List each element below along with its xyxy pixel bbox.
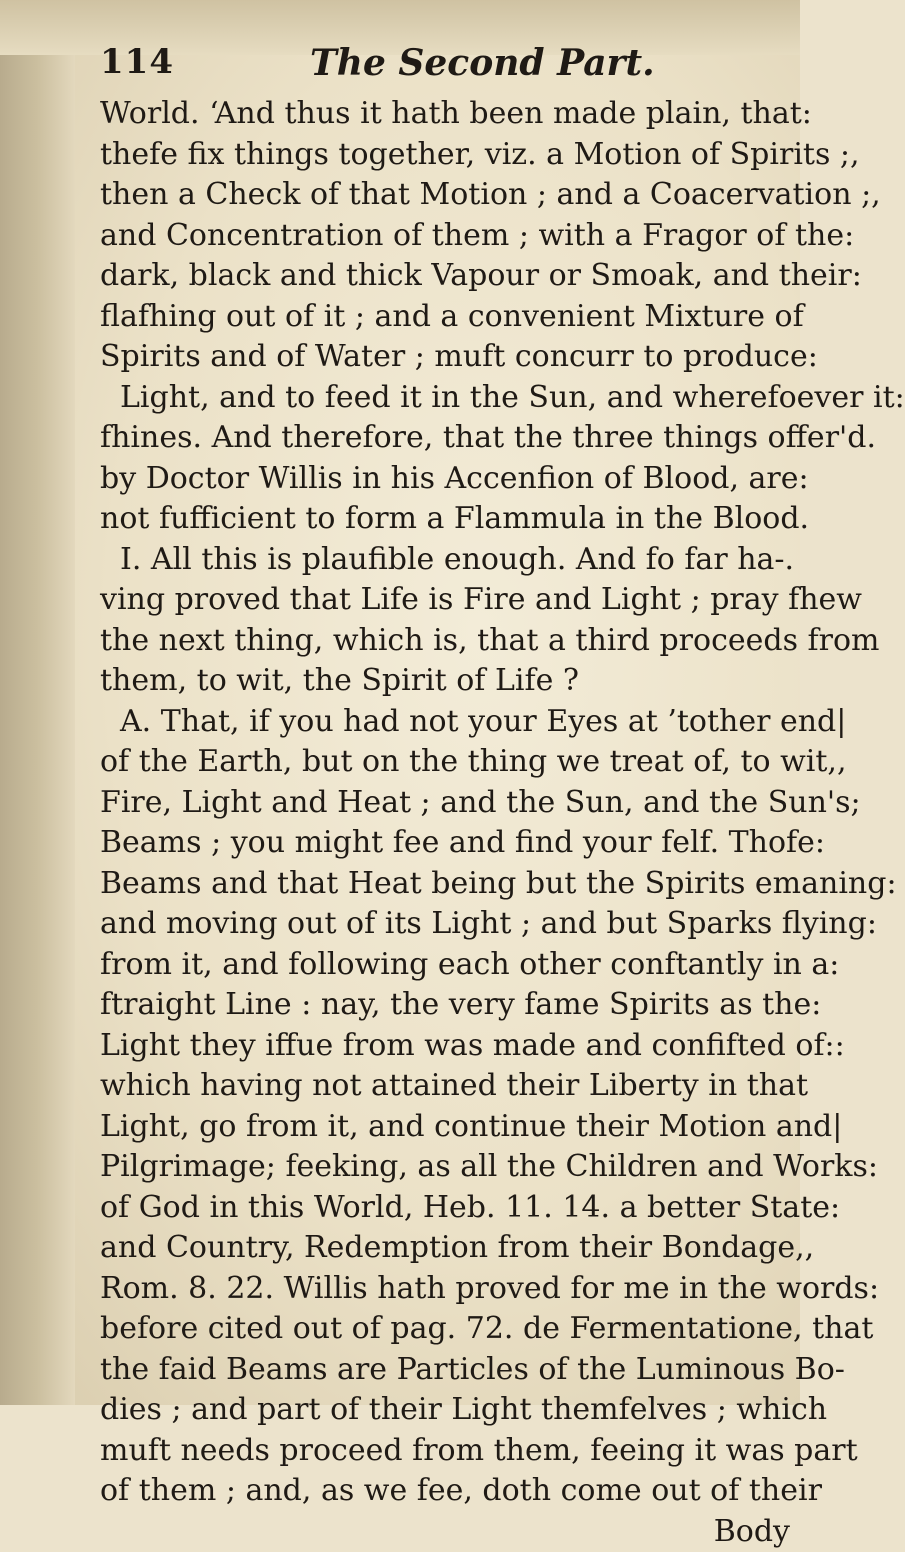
- text-line: from it, and following each other conftantly in a:: [100, 945, 790, 986]
- running-head: The Second Part.: [310, 42, 655, 84]
- text-line: before cited out of pag. 72. de Fermentatione, that: [100, 1309, 790, 1350]
- text-line: Fire, Light and Heat ; and the Sun, and the Sun's;: [100, 783, 790, 824]
- body-text: [100, 94, 790, 1552]
- text-line: World. ‘And thus it hath been made plain, that:: [100, 94, 790, 135]
- text-line: and moving out of its Light ; and but Sparks flying:: [100, 904, 790, 945]
- text-line: the faid Beams are Particles of the Luminous Bo-: [100, 1350, 790, 1391]
- text-line: A. That, if you had not your Eyes at ’tother end|: [100, 702, 790, 743]
- text-line: ftraight Line : nay, the very fame Spirits as the:: [100, 985, 790, 1026]
- text-line: Light, and to feed it in the Sun, and wherefoever it:: [100, 378, 790, 419]
- text-line: dies ; and part of their Light themfelves ; which: [100, 1390, 790, 1431]
- text-line: Beams and that Heat being but the Spirits emaning:: [100, 864, 790, 905]
- text-line: dark, black and thick Vapour or Smoak, and their:: [100, 256, 790, 297]
- text-line: the next thing, which is, that a third proceeds from: [100, 621, 790, 662]
- text-line: of them ; and, as we fee, doth come out of their: [100, 1471, 790, 1512]
- page-header: [100, 42, 770, 92]
- text-line: thefe fix things together, viz. a Motion of Spirits ;,: [100, 135, 790, 176]
- text-line: them, to wit, the Spirit of Life ?: [100, 661, 790, 702]
- text-line: Spirits and of Water ; muft concurr to produce:: [100, 337, 790, 378]
- text-line: flafhing out of it ; and a convenient Mixture of: [100, 297, 790, 338]
- text-line: which having not attained their Liberty in that: [100, 1066, 790, 1107]
- text-line: not fufficient to form a Flammula in the Blood.: [100, 499, 790, 540]
- text-line: Light they iffue from was made and confifted of::: [100, 1026, 790, 1067]
- text-line: muft needs proceed from them, feeing it was part: [100, 1431, 790, 1472]
- text-line: and Country, Redemption from their Bondage,,: [100, 1228, 790, 1269]
- text-line: and Concentration of them ; with a Fragor of the:: [100, 216, 790, 257]
- text-line: I. All this is plaufible enough. And fo far ha-.: [100, 540, 790, 581]
- text-line: Rom. 8. 22. Willis hath proved for me in the words:: [100, 1269, 790, 1310]
- text-line: by Doctor Willis in his Accenfion of Blood, are:: [100, 459, 790, 500]
- text-line: Beams ; you might fee and find your felf. Thofe:: [100, 823, 790, 864]
- catchword: Body: [100, 1512, 790, 1552]
- text-line: Light, go from it, and continue their Motion and|: [100, 1107, 790, 1148]
- text-line: then a Check of that Motion ; and a Coacervation ;,: [100, 175, 790, 216]
- text-line: ving proved that Life is Fire and Light ; pray fhew: [100, 580, 790, 621]
- text-line: Pilgrimage; feeking, as all the Children and Works:: [100, 1147, 790, 1188]
- page-gutter-shadow: [0, 0, 75, 1405]
- text-line: fhines. And therefore, that the three things offer'd.: [100, 418, 790, 459]
- page-number: 114: [100, 42, 174, 82]
- text-line: of the Earth, but on the thing we treat of, to wit,,: [100, 742, 790, 783]
- text-line: of God in this World, Heb. 11. 14. a better State:: [100, 1188, 790, 1229]
